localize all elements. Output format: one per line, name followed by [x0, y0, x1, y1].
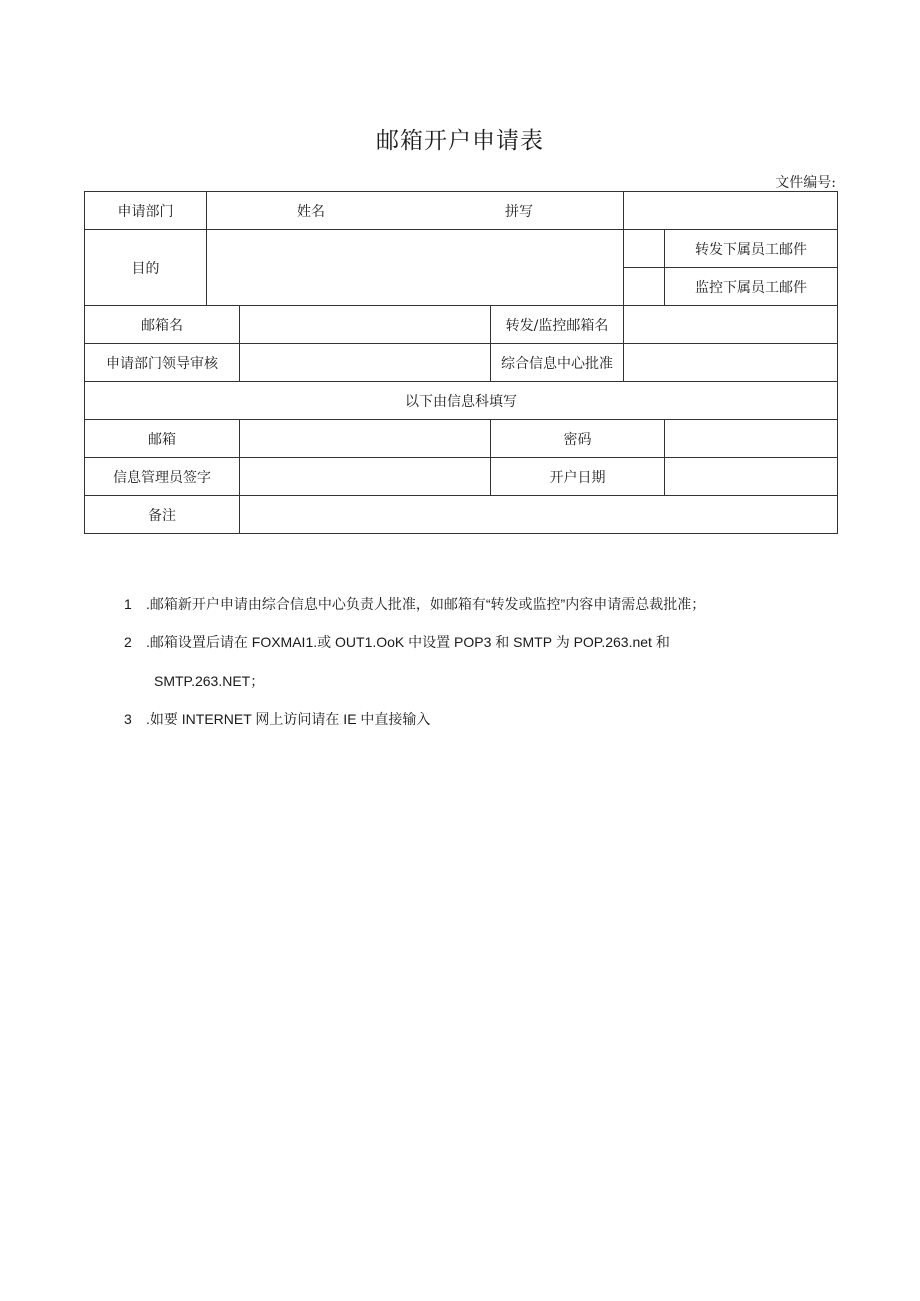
monitor-checkbox[interactable]	[624, 268, 665, 306]
remarks-field[interactable]	[240, 496, 838, 534]
apply-dept-label-cell: 申请部门	[85, 192, 207, 230]
name-label: 姓名	[297, 203, 325, 220]
note-number: 1	[124, 596, 132, 612]
forward-monitor-mailbox-field[interactable]	[624, 306, 838, 344]
table-row	[85, 496, 838, 534]
mailbox-field[interactable]	[240, 420, 491, 458]
spelling-label: 拼写	[505, 203, 533, 220]
dept-leader-review-label: 申请部门领导审核	[85, 344, 240, 382]
mailbox-label: 邮箱	[85, 420, 240, 458]
note-item	[124, 709, 430, 729]
table-row	[85, 382, 838, 420]
open-date-label: 开户日期	[491, 458, 665, 496]
table-row	[85, 192, 838, 230]
info-center-approval-label: 综合信息中心批准	[491, 344, 624, 382]
note-item	[124, 594, 705, 614]
purpose-label-cell: 目的	[85, 230, 207, 306]
table-row	[85, 344, 838, 382]
note-text: .如要 INTERNET 网上访问请在 IE 中直接输入	[146, 711, 431, 727]
document-number-label: 文件编号:	[775, 175, 836, 191]
purpose-field[interactable]	[207, 230, 624, 306]
note-continuation: SMTP.263.NET；	[154, 673, 265, 689]
remarks-label: 备注	[85, 496, 240, 534]
application-form-table	[84, 191, 838, 534]
forward-monitor-mailbox-label: 转发/监控邮箱名	[491, 306, 624, 344]
forward-option-label: 转发下属员工邮件	[665, 230, 838, 268]
password-field[interactable]	[665, 420, 838, 458]
note-text: .邮箱设置后请在 FOXMAI1.或 OUT1.OoK 中设置 POP3 和 SMTP 为 POP.263.net 和	[146, 634, 670, 650]
note-item	[124, 632, 670, 652]
info-center-approval-field[interactable]	[624, 344, 838, 382]
note-number: 3	[124, 711, 132, 727]
table-row	[85, 420, 838, 458]
note-number: 2	[124, 634, 132, 650]
dept-leader-review-field[interactable]	[240, 344, 491, 382]
spelling-field[interactable]	[624, 192, 838, 230]
name-spelling-cell[interactable]	[207, 192, 624, 230]
mailbox-name-label: 邮箱名	[85, 306, 240, 344]
table-row	[85, 230, 838, 268]
forward-checkbox[interactable]	[624, 230, 665, 268]
page-title: 邮箱开户申请表	[376, 128, 544, 154]
table-row	[85, 458, 838, 496]
note-text: .邮箱新开户申请由综合信息中心负责人批准，如邮箱有“转发或监控”内容申请需总裁批准；	[146, 596, 706, 612]
admin-signature-field[interactable]	[240, 458, 491, 496]
open-date-field[interactable]	[665, 458, 838, 496]
mailbox-name-field[interactable]	[240, 306, 491, 344]
password-label: 密码	[491, 420, 665, 458]
it-section-header: 以下由信息科填写	[85, 382, 838, 420]
admin-signature-label: 信息管理员签字	[85, 458, 240, 496]
table-row	[85, 306, 838, 344]
monitor-option-label: 监控下属员工邮件	[665, 268, 838, 306]
